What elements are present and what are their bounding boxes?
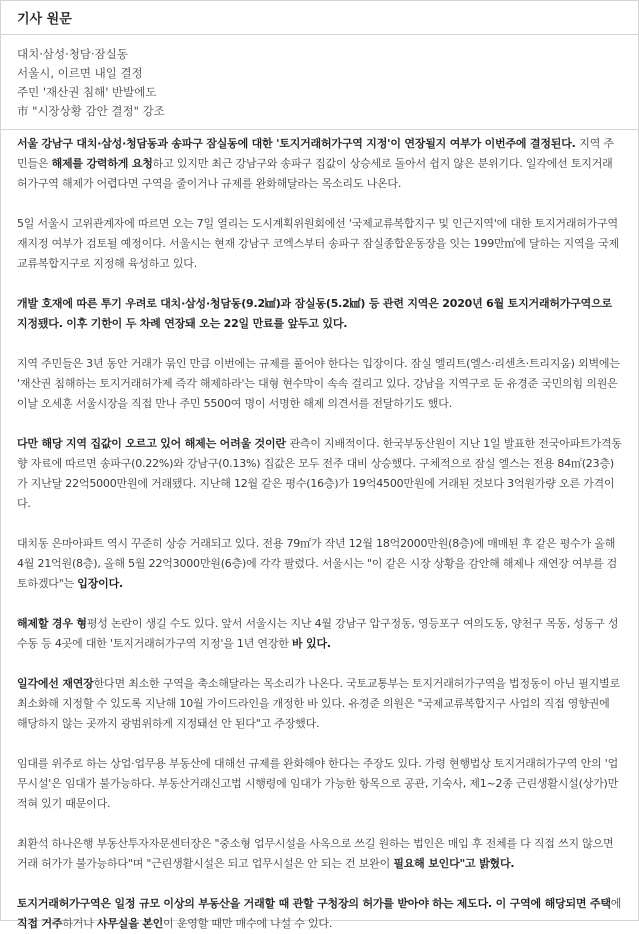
paragraph xyxy=(17,434,622,514)
summary-line: 서울시, 이르면 내일 결정 xyxy=(17,66,143,80)
paragraph xyxy=(17,294,622,334)
bold-text-run: 하는 제도다. 이 구역에 해당되면 주택 xyxy=(432,897,611,910)
text-run: 임대를 위주로 하는 상업·업무용 부동산에 대해선 규제를 완화해야 한다는 주장도 있다. 가령 현행법상 토지거래허가구역 안의 '업무시설'은 임대가 불가능하다. 부동산거래신고법 시행령에 임대가 가능한 항목으로 공관, 기숙사, 제1~2종 근린생활시설(상가)만 적혀 있기 때문이다. xyxy=(17,757,619,810)
bold-text-run: 해제할 경우 형 xyxy=(17,617,87,630)
bold-text-run: 직접 거주 xyxy=(17,917,63,930)
text-run: 하고 있지만 최근 강남구와 송파구 집값이 상승세로 돌아서 쉽지 않은 분위기다. 일각에선 토지거래허가구역 해제가 어렵다면 구역을 줄이거나 규제를 완화해달라는 목소리도 나온다. xyxy=(17,157,613,190)
paragraph xyxy=(17,134,622,194)
text-run: 이 운영할 때만 매수에 나설 수 있다. xyxy=(163,917,333,930)
text-run: 하거나 xyxy=(62,917,97,930)
text-run: 한다면 최소한 구역을 축소해달라는 목소리가 나온다. 국토교통부는 토지거래허가구역을 법정동이 아닌 필지별로 최소화해 지정할 수 있도록 지난해 10월 가이드라인을 개정한 바 있다. 유경준 의원은 "국제교류복합지구 사업의 직접 영향권에 해당하지 않는 곳까지 광범위하게 지정돼선 안 된다"고 주장했다. xyxy=(17,677,620,730)
paragraph xyxy=(17,614,622,654)
paragraph xyxy=(17,894,622,934)
text-run: 평성 논란이 생길 수도 있다. 앞서 서울시는 지난 4월 강남구 압구정동, 영등포구 여의도동, 양천구 목동, 성동구 성수동 등 4곳에 대한 '토지거래허가구역 지정'을 1년 연장한 xyxy=(17,617,619,650)
bold-text-run: 필요해 보인다"고 밝혔다. xyxy=(393,857,515,870)
bold-text-run: 개발 호재에 따른 투기 우려로 대치·삼성·청담동(9.2㎢)과 잠실동(5.2㎢) 등 관련 지역은 2020년 6월 토지거래허가구역으로 지정됐다. 이후 기한이 두 차례 연장돼 오는 22일 만료를 앞두고 있다. xyxy=(17,297,612,330)
summary-line: 市 "시장상황 감안 결정" 강조 xyxy=(17,104,165,118)
bold-text-run: 해제를 강력하게 요청 xyxy=(51,157,153,170)
bold-text-run: 일각에선 재연장 xyxy=(17,677,94,690)
article-summary xyxy=(1,35,638,130)
text-run: 지역 주민들은 3년 동안 거래가 묶인 만큼 이번에는 규제를 풀어야 한다는 입장이다. 잠실 엘리트(엘스·리센츠·트리지움) 외벽에는 '재산권 침해하는 토지거래허가제 즉각 해제하라'는 대형 현수막이 속속 걸리고 있다. 강남을 지역구로 둔 유경준 국민의힘 의원은 이날 오세훈 서울시장을 직접 만나 주민 5500여 명이 서명한 해제 의견서를 전달하기도 했다. xyxy=(17,357,620,410)
bold-text-run: 사무실을 본인 xyxy=(96,917,164,930)
panel-header xyxy=(1,1,638,35)
bold-text-run: 토지거래허가구역은 일정 규모 이상의 부동산을 거래할 때 관할 구청장의 허가를 받아야 xyxy=(17,897,433,910)
bold-text-run: 다만 해당 지역 집값이 오르고 있어 해제는 어려울 것이란 xyxy=(17,437,290,450)
summary-line: 대치·삼성·청담·잠실동 xyxy=(17,47,128,61)
paragraph xyxy=(17,214,622,274)
text-run: 관측이 지배적이다. 한국부동산원이 지난 1일 발표한 전국아파트가격동향 자료에 따르면 송파구(0.22%)와 강남구(0.13%) 집값은 모두 전주 대비 상승했다. 구체적으로 잠실 엘스는 전용 84㎡(23층)가 지난달 22억5000만원에 거래됐다. 지난해 12월 같은 평수(16층)가 19억4500만원에 거래된 것보다 3억원가량 오른 가격이다. xyxy=(17,437,622,510)
text-run: 에 xyxy=(610,897,622,910)
paragraph xyxy=(17,534,622,594)
paragraph xyxy=(17,354,622,414)
text-run: 대치동 은마아파트 역시 꾸준히 상승 거래되고 있다. 전용 79㎡가 작년 12월 18억2000만원(8층)에 매매된 후 같은 평수가 올해 4월 21억원(8층), 올해 5월 22억3000만원(6층)에 각각 팔렸다. 서울시는 "이 같은 시장 상황을 감안해 해제나 재연장 여부를 검토하겠다"는 xyxy=(17,537,618,590)
bold-text-run: 바 있다. xyxy=(292,637,331,650)
paragraph xyxy=(17,674,622,734)
summary-line: 주민 '재산권 침해' 반발에도 xyxy=(17,85,157,99)
text-run: 지역 주민들은 xyxy=(17,137,614,170)
text-run: 5일 서울시 고위관계자에 따르면 오는 7일 열리는 도시계획위원회에선 '국제교류복합지구 및 인근지역'에 대한 토지거래허가구역 재지정 여부가 검토될 예정이다. 서울시는 현재 강남구 코엑스부터 송파구 잠실종합운동장을 잇는 199만㎡에 달하는 지역을 국제교류복합지구로 지정해 육성하고 있다. xyxy=(17,217,619,270)
panel-title: 기사 원문 xyxy=(17,12,72,27)
bold-text-run: 입장이다. xyxy=(77,577,123,590)
paragraph xyxy=(17,834,622,874)
bold-text-run: 서울 강남구 대치·삼성·청담동과 송파구 잠실동에 대한 '토지거래허가구역 지정'이 연장될지 여부가 이번주에 결정된다. xyxy=(17,137,580,150)
paragraph xyxy=(17,754,622,814)
article-body xyxy=(1,130,638,934)
text-run: 최환석 하나은행 부동산투자자문센터장은 "중소형 업무시설을 사옥으로 쓰길 원하는 법인은 매입 후 전체를 다 직접 쓰지 않으면 거래 허가가 불가능하다"며 "근린생활시설은 되고 업무시설은 안 되는 건 보완이 xyxy=(17,837,614,870)
